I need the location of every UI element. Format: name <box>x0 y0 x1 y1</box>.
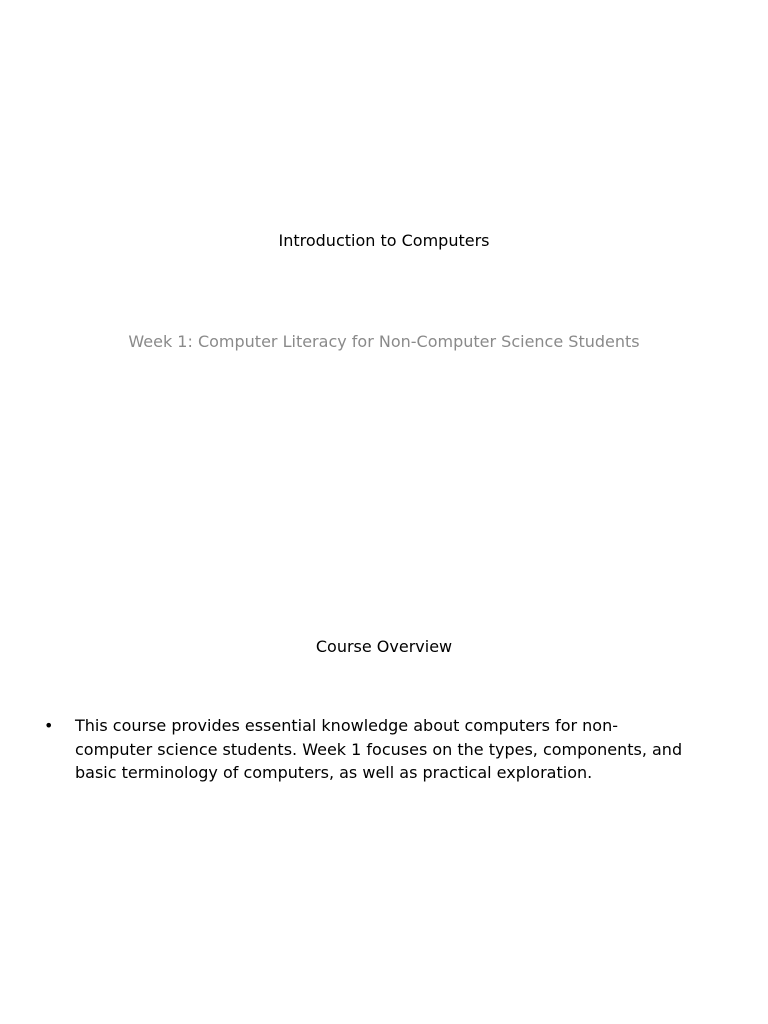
section-heading: Course Overview <box>315 637 453 656</box>
page-subtitle: Week 1: Computer Literacy for Non-Computer Science Students <box>128 332 640 351</box>
page-title: Introduction to Computers <box>278 231 490 250</box>
bullet-marker: • <box>44 716 54 735</box>
bullet-list <box>0 714 768 785</box>
list-item <box>0 714 768 785</box>
bullet-text: This course provides essential knowledge about computers for non-computer science students. Week 1 focuses on the types, components, and basic terminology of computers, as well as practical exploration. <box>75 716 683 782</box>
